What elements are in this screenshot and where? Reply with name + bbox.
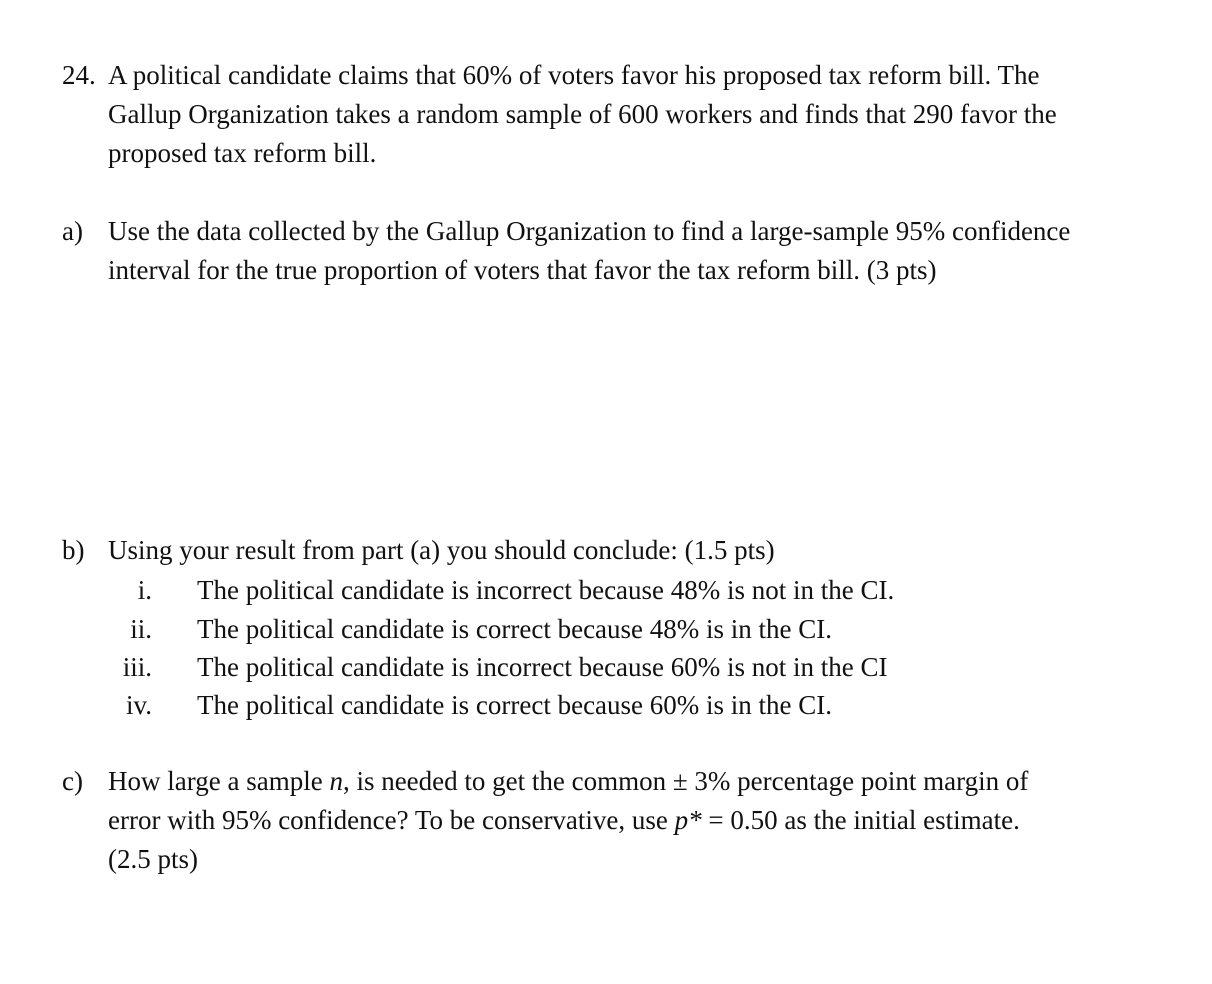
part-b-label: b) — [62, 535, 85, 565]
part-b-prompt-text: Using your result from part (a) you should conclude: (1.5 pts) — [108, 535, 775, 565]
option-numeral: iv. — [126, 690, 152, 720]
option-numeral: ii. — [130, 614, 152, 644]
part-b-prompt — [108, 531, 1188, 570]
option-text: The political candidate is correct because 48% is in the CI. — [197, 614, 833, 644]
part-c-label: c) — [62, 766, 83, 796]
part-a-text — [108, 212, 1188, 290]
part-a-line: Use the data collected by the Gallup Organization to find a large-sample 95% confidence — [108, 216, 1071, 246]
question-line: A political candidate claims that 60% of voters favor his proposed tax reform bill. The — [108, 60, 1040, 90]
part-a-line: interval for the true proportion of voters that favor the tax reform bill. (3 pts) — [108, 255, 937, 285]
part-c-line: (2.5 pts) — [108, 844, 198, 874]
variable-p-star: p* — [674, 805, 702, 835]
option-text: The political candidate is incorrect because 60% is not in the CI — [197, 652, 888, 682]
option-text: The political candidate is correct because 60% is in the CI. — [197, 690, 833, 720]
part-c-text-fragment: = 0.50 as the initial estimate. — [701, 805, 1020, 835]
question-number: 24. — [62, 60, 96, 90]
option-text: The political candidate is incorrect because 48% is not in the CI. — [197, 575, 895, 605]
part-c-text-fragment: , is needed to get the common ± 3% percentage point margin of — [342, 766, 1029, 796]
part-c-line — [108, 762, 1188, 801]
option-numeral: iii. — [122, 652, 152, 682]
option-numeral: i. — [137, 575, 152, 605]
part-c-text — [108, 762, 1188, 879]
part-a-label: a) — [62, 216, 83, 246]
part-c-text-fragment: error with 95% confidence? To be conservative, use — [108, 805, 675, 835]
variable-n: n — [329, 766, 343, 796]
question-stem — [108, 56, 1188, 173]
question-line: Gallup Organization takes a random sample of 600 workers and finds that 290 favor the — [108, 99, 1057, 129]
part-c-line — [108, 801, 1188, 840]
part-c-text-fragment: How large a sample — [108, 766, 330, 796]
question-line: proposed tax reform bill. — [108, 138, 377, 168]
